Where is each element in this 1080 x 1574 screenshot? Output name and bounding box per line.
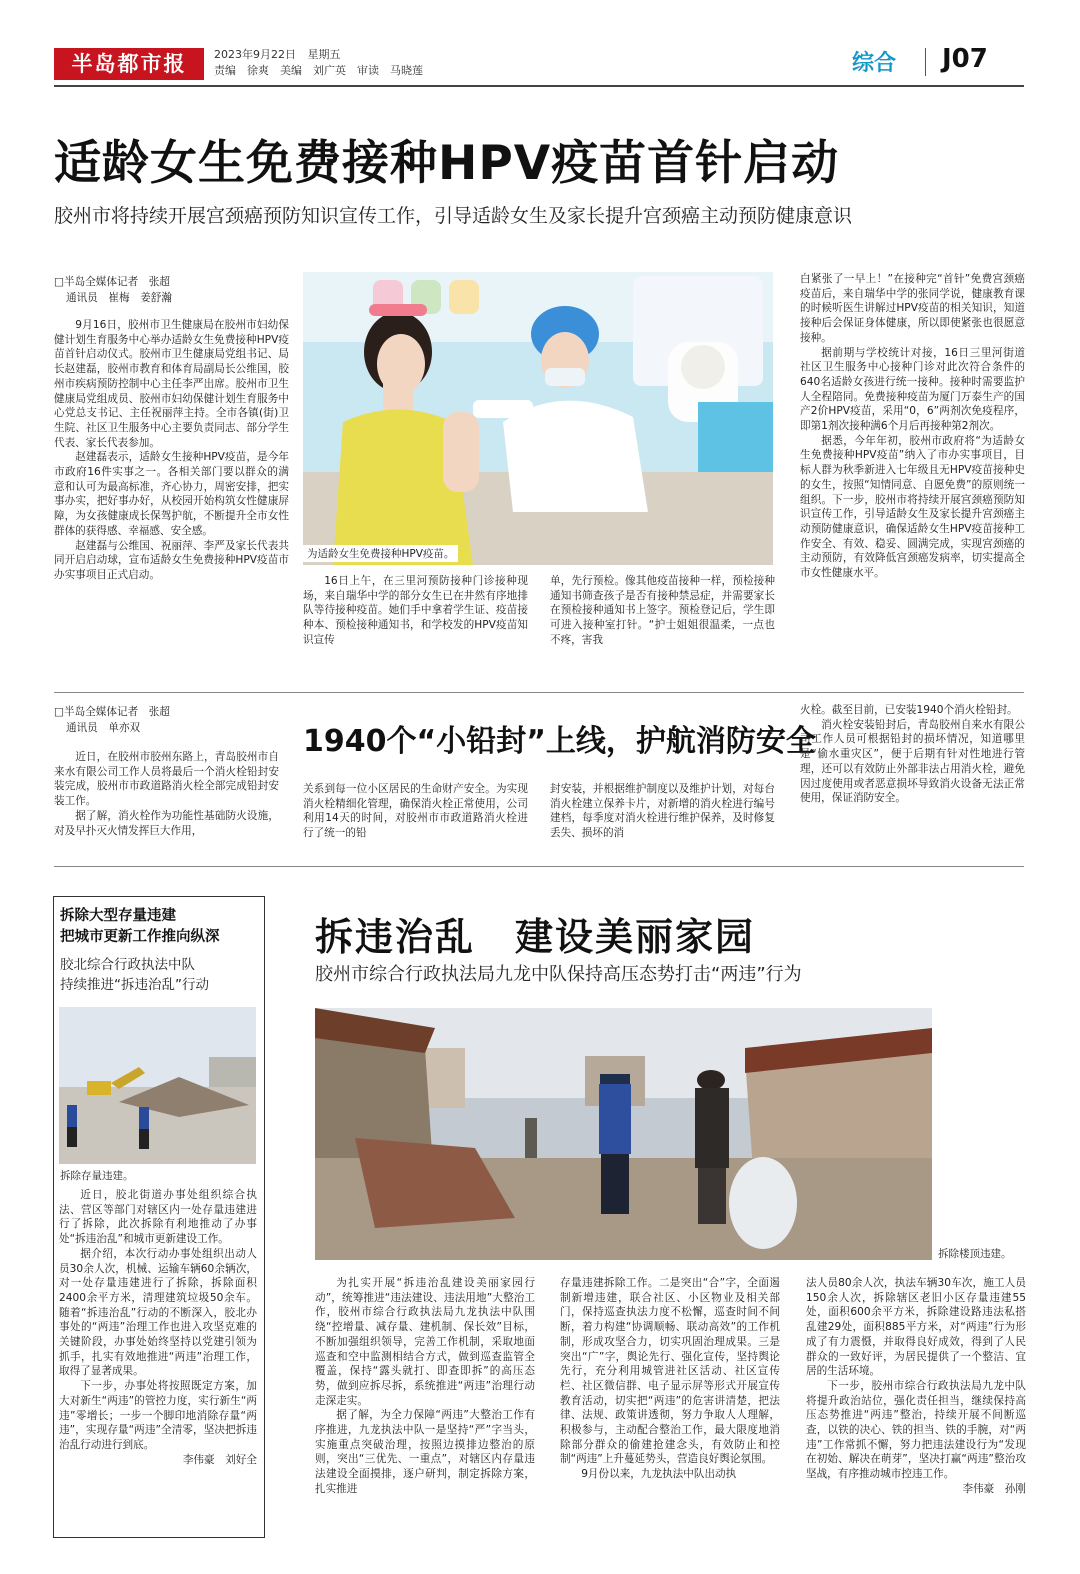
- correspondent-line: 通讯员 崔梅 姜舒瀚: [66, 292, 172, 304]
- hpv-headline: 适龄女生免费接种HPV疫苗首针启动: [54, 136, 840, 191]
- section-divider: [54, 866, 1024, 867]
- demolition-paragraph: 存量违建拆除工作。二是突出“合”字，全面遏制新增违建，联合社区、小区物业及相关部门，保持巡查执法力度不松懈，巡查时间不间断，着力构建“协调顺畅、联动高效”的工作机制，形成攻坚合力，切实巩固治理成果。三是突出“广”字，舆论先行、强化宣传，坚持舆论先行，充分利用城管进社区活动、社区宣传栏、社区微信群、电子显示屏等形式开展宣传教育活动，切实把“两违”的危害讲清楚，把法律、法规、政策讲透彻，努力争取人人理解，积极参与，主动配合整治工作，最大限度地消除部分群众的偷建抢建念头，有效防止和控制“两违”上升蔓延势头，营造良好舆论氛围。: [560, 1277, 780, 1466]
- issue-date: [214, 47, 514, 62]
- hydrant-paragraph: 消火栓安装铅封后，青岛胶州自来水有限公司工作人员可根据铅封的损坏情况，知道哪里是“偷水重灾区”，便于后期有针对性地进行管理，还可以有效防止外部非法占用消火栓，避免因过度使用或者恶意损坏导致消火设备无法正常使用，保证消防安全。: [800, 718, 1025, 805]
- sidebar-signature: 李伟豪 刘好全: [182, 1453, 257, 1466]
- sidebar-body: [59, 1188, 257, 1467]
- sidebar-title-line: 把城市更新工作推向纵深: [60, 929, 220, 945]
- hydrant-paragraph: 近日，在胶州市胶州东路上，青岛胶州市自来水有限公司工作人员将最后一个消火栓铅封安装完成，胶州市市政道路消火栓全部完成铅封安装工作。: [54, 751, 279, 808]
- hydrant-paragraph: 关系到每一位小区居民的生命财产安全。为实现消火栓精细化管理，确保消火栓正常使用，公司利用14天的时间，对胶州市市政道路消火栓进行了统一的铅: [303, 783, 528, 840]
- reporter-line: □半岛全媒体记者 张超: [54, 276, 170, 288]
- hpv-column-2: [303, 574, 528, 648]
- rooftop-photo-art: [315, 1008, 932, 1260]
- sidebar-subtitle-line: 持续推进“拆违治乱”行动: [60, 977, 209, 993]
- demolition-subhead: 胶州市综合行政执法局九龙中队保持高压态势打击“两违”行为: [315, 964, 802, 985]
- hydrant-column-3: [550, 782, 775, 841]
- demolition-paragraph: 下一步，胶州市综合行政执法局九龙中队将提升政治站位，强化责任担当，继续保持高压态势推进“两违”整治，持续开展不间断巡查，以铁的决心、铁的担当、铁的手腕，对“两违”工作常抓不懈，努力把违法建设行为“发现在初始、解决在萌芽”，坚决打赢“两违”整治攻坚战，有序推动城市控违工作。: [806, 1379, 1026, 1481]
- vaccination-photo-art: [303, 272, 773, 565]
- page-number: J07: [942, 44, 988, 74]
- demolition-paragraph: 据了解，为全力保障“两违”大整治工作有序推进，九龙执法中队一是坚持“严”字当头，实施重点突破治理，按照边摸排边整治的原则，突出“三优先、一重点”，对辖区内存量违法建设全面摸排，逐户研判，制定拆除方案，扎实推进: [315, 1409, 535, 1495]
- hydrant-column-4: [800, 703, 1025, 806]
- demolition-paragraph: 9月份以来，九龙执法中队出动执: [581, 1468, 737, 1481]
- reporter-line: □半岛全媒体记者 张超: [54, 706, 170, 718]
- hpv-paragraph: 16日上午，在三里河预防接种门诊接种现场，来自瑞华中学的部分女生已在井然有序地排队等待接种疫苗。她们手中拿着学生证、疫苗接种本、预检接种通知书，和学校发的HPV疫苗知识宣传: [303, 575, 528, 646]
- vaccination-photo: [303, 272, 773, 565]
- hpv-paragraph: 单，先行预检。像其他疫苗接种一样，预检接种通知书筛查孩子是否有接种禁忌症，并需要家长在预检接种通知书上签字。预检登记后，学生即可进入接种室打针。“护士姐姐很温柔，一点也不疼，害我: [550, 575, 775, 646]
- newspaper-logo: 半岛都市报: [54, 48, 204, 80]
- hpv-paragraph: 赵建磊与公维国、祝丽萍、李严及家长代表共同开启启动球，宣布适龄女生免费接种HPV疫苗市办实事项目正式启动。: [54, 539, 289, 581]
- hpv-paragraph: 9月16日，胶州市卫生健康局在胶州市妇幼保健计划生育服务中心举办适龄女生免费接种HPV疫苗首针启动仪式。胶州市卫生健康局党组书记、局长赵建磊，胶州市教育和体育局副局长公维国，胶州市疾病预防控制中心主任李严出席。胶州市卫生健康局党组成员、胶州市妇幼保健计划生育服务中心党总支书记、主任祝丽萍主持。全市各镇(街)卫生院、社区卫生服务中心主要负责同志、部分学生代表、家长代表参加。: [54, 319, 289, 449]
- demolition-column-3: [806, 1276, 1026, 1497]
- hpv-paragraph: 赵建磊表示，适龄女生接种HPV疫苗，是今年市政府16件实事之一。各相关部门要以群众的满意和认可为最高标准，齐心协力，周密安排，把实事办实，把好事办好，从校园开始构筑女性健康屏障，为女孩健康成长保驾护航，不断提升全市女性群体的获得感、幸福感、安全感。: [54, 451, 289, 537]
- hpv-paragraph: 白紧张了一早上！”在接种完“首针”免费宫颈癌疫苗后，来自瑞华中学的张同学说，健康教育课的时候听医生讲解过HPV疫苗的相关知识，知道接种后会保证身体健康，所以即使紧张也很愿意接种。: [800, 273, 1025, 344]
- sidebar-paragraph: 据介绍，本次行动办事处组织出动人员30余人次，机械、运输车辆60余辆次，对一处存量违建进行了拆除，拆除面积2400余平方米，清理建筑垃圾50余车。随着“拆违治乱”行动的不断深入，胶北办事处的“两违”治理工作也进入攻坚克难的关键阶段，办事处始终坚持以党建引领为抓手，扎实有效地推进“两违”治理工作，取得了显著成果。: [59, 1247, 257, 1378]
- masthead-rule: [54, 85, 1024, 87]
- hydrant-paragraph: 封安装，并根据维护制度以及维护计划，对每台消火栓建立保养卡片，对新增的消火栓进行编号建档，每季度对消火栓进行维护保养，及时修复丢失、损坏的消: [550, 783, 775, 840]
- demolition-photo-caption: 拆除存量违建。: [60, 1170, 134, 1182]
- hpv-subhead: 胶州市将持续开展宫颈癌预防知识宣传工作，引导适龄女生及家长提升宫颈癌主动预防健康意识: [54, 205, 853, 227]
- hpv-paragraph: 据悉，今年年初，胶州市政府将“为适龄女生免费接种HPV疫苗”纳入了市办实事项目，目标人群为秋季新进入七年级且无HPV疫苗接种史的女生，按照“知情同意、自愿免费”的原则统一组织。下一步，胶州市将持续开展宫颈癌预防知识宣传工作，引导适龄女生及家长提升宫颈癌主动预防健康意识，确保适龄女生HPV疫苗接种工作安全、有效、稳妥、圆满完成，实现宫颈癌的主动预防，有效降低宫颈癌发病率，切实提高全市女性健康水平。: [800, 434, 1025, 580]
- correspondent-line: 通讯员 单亦双: [66, 722, 141, 734]
- demolition-headline: 拆违治乱 建设美丽家园: [315, 915, 756, 959]
- hydrant-paragraph: 据了解，消火栓作为功能性基础防火设施，对及早扑灭火情发挥巨大作用，: [54, 809, 279, 837]
- hydrant-paragraph: 火栓。截至目前，已安装1940个消火栓铅封。: [800, 704, 1018, 716]
- demolition-paragraph: 为扎实开展“拆违治乱建设美丽家园行动”，统筹推进“违法建设、违法用地”大整治工作，胶州市综合行政执法局九龙执法中队围绕“控增量、减存量、建机制、保长效”目标，不断加强组织领导，完善工作机制，采取地面巡查和空中监测相结合方式，做到巡查监管全覆盖，保持“露头就打、即查即拆”的高压态势，做到应拆尽拆，系统推进“两违”治理行动走深走实。: [315, 1277, 535, 1407]
- demolition-photo-art: [59, 1007, 256, 1164]
- hydrant-byline: [54, 704, 289, 736]
- masthead-divider: [925, 48, 926, 76]
- section-divider: [54, 692, 1024, 693]
- hydrant-headline: 1940个“小铅封”上线，护航消防安全: [303, 724, 816, 759]
- demolition-column-2: [560, 1276, 780, 1482]
- hydrant-column-2: [303, 782, 528, 841]
- editor-credits: 责编 徐爽 美编 刘广英 审读 马晓莲: [214, 64, 423, 77]
- hpv-column-3: [550, 574, 775, 648]
- sidebar-title: [60, 906, 260, 948]
- sidebar-subtitle: [60, 955, 260, 995]
- demolition-column-1: [315, 1276, 535, 1497]
- demolition-paragraph: 法人员80余人次，执法车辆30车次，施工人员150余人次，拆除辖区老旧小区存量违建55处，面积600余平方米，拆除建设路违法私搭乱建29处，面积885平方米，对“两违”行为形成了有力震慑，并取得良好成效，得到了人民群众的一致好评，为居民提供了一个整洁、宜居的生活环境。: [806, 1277, 1026, 1378]
- vaccination-photo-caption: 为适龄女生免费接种HPV疫苗。: [303, 545, 458, 562]
- section-name: 综合: [852, 51, 897, 76]
- weekday-text: 星期五: [307, 48, 341, 61]
- rooftop-photo: [315, 1008, 932, 1260]
- demolition-signature: 李伟豪 孙刚: [962, 1482, 1026, 1495]
- sidebar-paragraph: 近日，胶北街道办事处组织综合执法、营区等部门对辖区内一处存量违建进行了拆除，此次拆除有利地推动了办事处“拆违治乱”和城市更新建设工作。: [59, 1189, 257, 1246]
- hpv-column-4: [800, 272, 1025, 581]
- hpv-column-1: [54, 318, 289, 583]
- demolition-photo: [59, 1007, 256, 1164]
- hpv-byline: [54, 274, 289, 306]
- sidebar-subtitle-line: 胶北综合行政执法中队: [60, 957, 195, 973]
- hpv-paragraph: 据前期与学校统计对接，16日三里河街道社区卫生服务中心接种门诊对此次符合条件的640名适龄女孩进行统一接种。接种时需要监护人全程陪同。免费接种疫苗为厦门万泰生产的国产2价HPV疫苗，采用“0，6”两剂次免疫程序，即第1剂次接种满6个月后再接种第2剂次。: [800, 346, 1025, 433]
- hydrant-column-1: [54, 750, 279, 838]
- rooftop-photo-caption: 拆除楼顶违建。: [938, 1248, 1012, 1260]
- date-text: 2023年9月22日: [214, 48, 296, 61]
- sidebar-paragraph: 下一步，办事处将按照既定方案，加大对新生“两违”的管控力度，实行新生“两违”零增长；一步一个脚印地消除存量“两违”，实现存量“两违”全清零，坚决把拆违治乱行动进行到底。: [59, 1380, 257, 1451]
- sidebar-title-line: 拆除大型存量违建: [60, 908, 176, 924]
